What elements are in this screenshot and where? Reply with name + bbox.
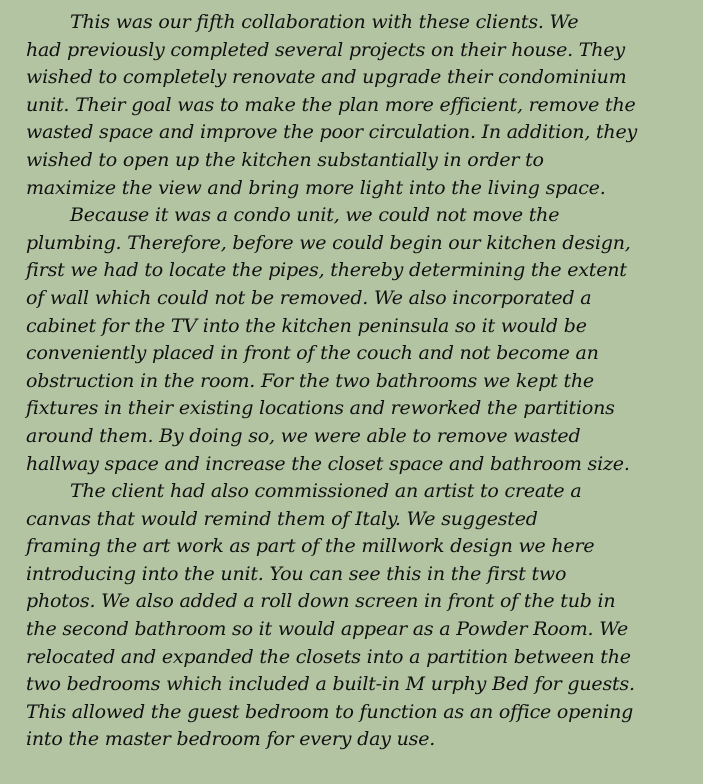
body-text bbox=[26, 9, 696, 754]
text-line: This was our fifth collaboration with these clients. We bbox=[70, 11, 579, 33]
text-line: cabinet for the TV into the kitchen peninsula so it would be bbox=[26, 314, 587, 337]
text-line: framing the art work as part of the millwork design we here bbox=[26, 535, 595, 558]
text-line: unit. Their goal was to make the plan more efficient, remove the bbox=[26, 93, 636, 116]
text-line: Because it was a condo unit, we could not move the bbox=[70, 204, 560, 227]
text-line: canvas that would remind them of Italy. We suggested bbox=[26, 507, 538, 530]
text-line: hallway space and increase the closet space and bathroom size. bbox=[26, 452, 630, 475]
paragraph-1 bbox=[26, 9, 696, 202]
text-line: plumbing. Therefore, before we could begin our kitchen design, bbox=[26, 231, 631, 254]
text-line: This allowed the guest bedroom to function as an office opening bbox=[26, 700, 634, 723]
text-line: wasted space and improve the poor circulation. In addition, they bbox=[26, 121, 638, 144]
text-line: two bedrooms which included a built-in M urphy Bed for guests. bbox=[26, 673, 635, 696]
text-line: wished to open up the kitchen substantially in order to bbox=[26, 148, 544, 171]
text-line: photos. We also added a roll down screen in front of the tub in bbox=[26, 590, 616, 613]
text-line: around them. By doing so, we were able to remove wasted bbox=[26, 424, 581, 447]
text-line: into the master bedroom for every day use. bbox=[26, 728, 436, 751]
paragraph-2 bbox=[26, 202, 696, 478]
paragraph-3 bbox=[26, 478, 696, 754]
text-line: of wall which could not be removed. We also incorporated a bbox=[26, 286, 592, 309]
text-line: first we had to locate the pipes, thereby determining the extent bbox=[26, 259, 627, 282]
text-line: wished to completely renovate and upgrade their condominium bbox=[26, 66, 627, 89]
text-line: had previously completed several projects on their house. They bbox=[26, 38, 625, 61]
text-line: introducing into the unit. You can see this in the first two bbox=[26, 562, 567, 585]
text-line: obstruction in the room. For the two bathrooms we kept the bbox=[26, 369, 594, 392]
text-line: conveniently placed in front of the couch and not become an bbox=[26, 342, 599, 365]
text-line: The client had also commissioned an artist to create a bbox=[70, 480, 582, 503]
text-line: the second bathroom so it would appear as a Powder Room. We bbox=[26, 618, 629, 641]
text-line: relocated and expanded the closets into a partition between the bbox=[26, 645, 631, 668]
text-line: fixtures in their existing locations and reworked the partitions bbox=[26, 397, 615, 420]
text-line: maximize the view and bring more light into the living space. bbox=[26, 176, 606, 199]
